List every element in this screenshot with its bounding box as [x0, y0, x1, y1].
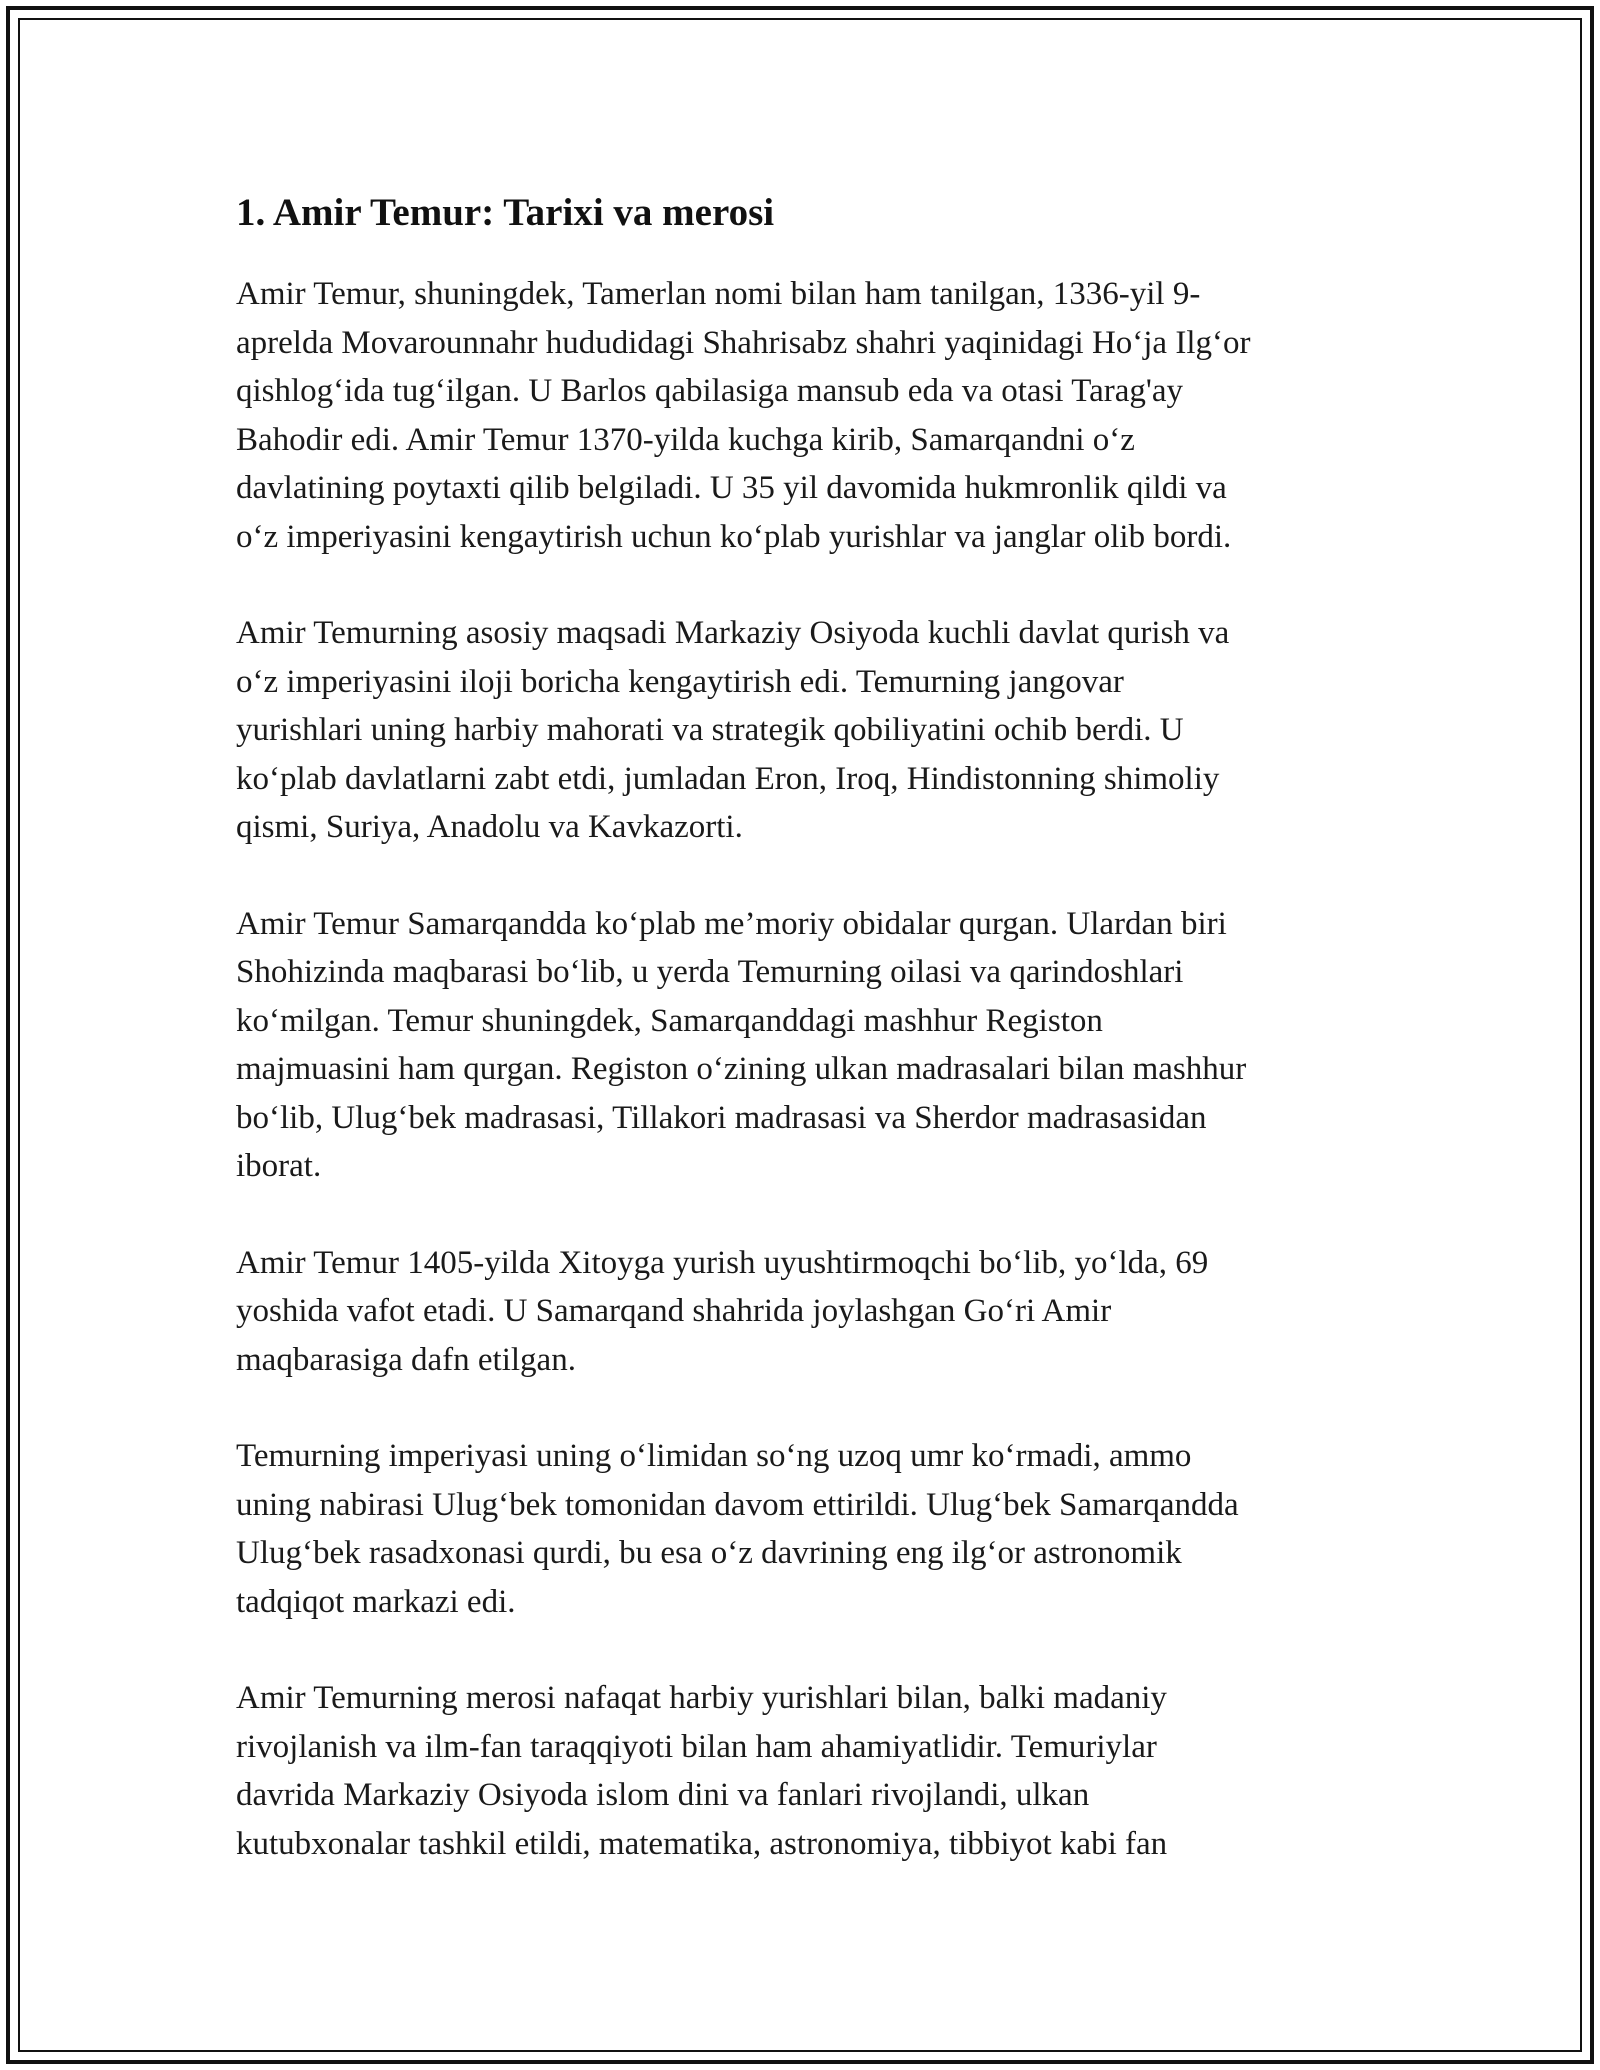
- text-line: qishlog‘ida tug‘ilgan. U Barlos qabilasiga mansub eda va otasi Tarag'ay: [236, 373, 1183, 409]
- text-line: Amir Temur 1405-yilda Xitoyga yurish uyushtirmoqchi bo‘lib, yo‘lda, 69: [236, 1244, 1209, 1281]
- paragraph-3: [236, 900, 1376, 1191]
- section-heading: 1. Amir Temur: Tarixi va merosi: [236, 191, 775, 234]
- text-line: Temurning imperiyasi uning o‘limidan so‘ng uzoq umr ko‘rmadi, ammo: [236, 1438, 1192, 1474]
- paragraph-2: [236, 609, 1376, 852]
- text-line: o‘z imperiyasini kengaytirish uchun ko‘plab yurishlar va janglar olib bordi.: [236, 518, 1232, 555]
- text-line: ko‘milgan. Temur shuningdek, Samarqanddagi mashhur Registon: [236, 1002, 1103, 1039]
- text-line: kutubxonalar tashkil etildi, matematika, astronomiya, tibbiyot kabi fan: [236, 1825, 1168, 1862]
- paragraph-4: [236, 1239, 1376, 1385]
- text-line: uning nabirasi Ulug‘bek tomonidan davom ettirildi. Ulug‘bek Samarqandda: [236, 1486, 1239, 1523]
- paragraph-1: [236, 270, 1376, 561]
- text-line: yurishlari uning harbiy mahorati va strategik qobiliyatini ochib berdi. U: [236, 712, 1184, 748]
- text-line: bo‘lib, Ulug‘bek madrasasi, Tillakori madrasasi va Sherdor madrasasidan: [236, 1099, 1207, 1136]
- text-line: iborat.: [236, 1148, 322, 1184]
- text-line: Amir Temurning asosiy maqsadi Markaziy Osiyoda kuchli davlat qurish va: [236, 615, 1230, 651]
- document-body: [236, 186, 1376, 1916]
- text-line: yoshida vafot etadi. U Samarqand shahrida joylashgan Go‘ri Amir: [236, 1293, 1112, 1329]
- text-line: qismi, Suriya, Anadolu va Kavkazorti.: [236, 809, 743, 845]
- text-line: rivojlanish va ilm-fan taraqqiyoti bilan ham ahamiyatlidir. Temuriylar: [236, 1728, 1157, 1765]
- text-line: Bahodir edi. Amir Temur 1370-yilda kuchga kirib, Samarqandni o‘z: [236, 421, 1135, 458]
- text-line: majmuasini ham qurgan. Registon o‘zining ulkan madrasalari bilan mashhur: [236, 1051, 1247, 1087]
- text-line: Amir Temurning merosi nafaqat harbiy yurishlari bilan, balki madaniy: [236, 1680, 1167, 1716]
- text-line: maqbarasiga dafn etilgan.: [236, 1341, 576, 1378]
- text-line: davlatining poytaxti qilib belgiladi. U 35 yil davomida hukmronlik qildi va: [236, 470, 1227, 506]
- text-line: o‘z imperiyasini iloji boricha kengaytirish edi. Temurning jangovar: [236, 663, 1124, 700]
- text-line: Ulug‘bek rasadxonasi qurdi, bu esa o‘z davrining eng ilg‘or astronomik: [236, 1535, 1182, 1571]
- text-line: Amir Temur Samarqandda ko‘plab me’moriy obidalar qurgan. Ulardan biri: [236, 905, 1227, 942]
- paragraph-6: [236, 1674, 1376, 1868]
- text-line: Shohizinda maqbarasi bo‘lib, u yerda Temurning oilasi va qarindoshlari: [236, 954, 1184, 990]
- text-line: davrida Markaziy Osiyoda islom dini va fanlari rivojlandi, ulkan: [236, 1777, 1090, 1813]
- text-line: Amir Temur, shuningdek, Tamerlan nomi bilan ham tanilgan, 1336-yil 9-: [236, 276, 1201, 312]
- text-line: ko‘plab davlatlarni zabt etdi, jumladan Eron, Iroq, Hindistonning shimoliy: [236, 760, 1220, 797]
- paragraph-5: [236, 1432, 1376, 1626]
- text-line: tadqiqot markazi edi.: [236, 1583, 516, 1620]
- text-line: aprelda Movarounnahr hududidagi Shahrisabz shahri yaqinidagi Ho‘ja Ilg‘or: [236, 324, 1251, 361]
